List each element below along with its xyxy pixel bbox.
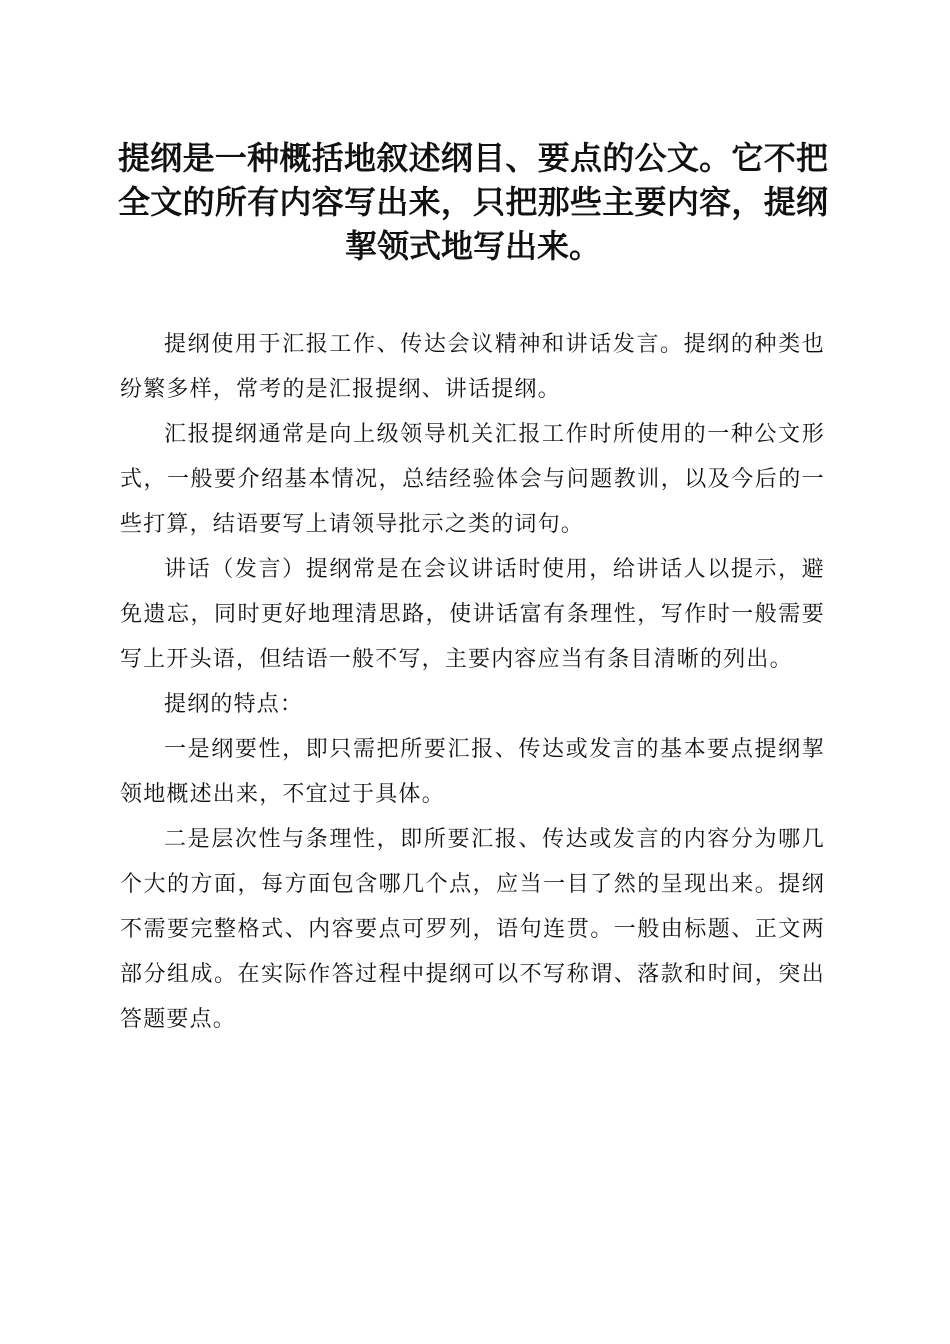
paragraph-report-outline: 汇报提纲通常是向上级领导机关汇报工作时所使用的一种公文形式，一般要介绍基本情况，总结经验体会与问题教训，以及今后的一些打算，结语要写上请领导批示之类的词句。 xyxy=(120,422,825,537)
document-title: 提纲是一种概括地叙述纲目、要点的公文。它不把全文的所有内容写出来，只把那些主要内容，提纲挈领式地写出来。 xyxy=(118,139,828,265)
paragraph-usage: 提纲使用于汇报工作、传达会议精神和讲话发言。提纲的种类也纷繁多样，常考的是汇报提纲、讲话提纲。 xyxy=(120,332,825,402)
paragraph-feature-one: 一是纲要性，即只需把所要汇报、传达或发言的基本要点提纲挈领地概述出来，不宜过于具体。 xyxy=(120,737,825,807)
document-body xyxy=(120,322,825,1042)
paragraph-features-heading: 提纲的特点： xyxy=(164,692,304,717)
paragraph-speech-outline: 讲话（发言）提纲常是在会议讲话时使用，给讲话人以提示，避免遗忘，同时更好地理清思路，使讲话富有条理性，写作时一般需要写上开头语，但结语一般不写，主要内容应当有条目清晰的列出。 xyxy=(120,557,825,672)
paragraph-feature-two: 二是层次性与条理性，即所要汇报、传达或发言的内容分为哪几个大的方面，每方面包含哪几个点，应当一目了然的呈现出来。提纲不需要完整格式、内容要点可罗列，语句连贯。一般由标题、正文两部分组成。在实际作答过程中提纲可以不写称谓、落款和时间，突出答题要点。 xyxy=(120,827,825,1032)
